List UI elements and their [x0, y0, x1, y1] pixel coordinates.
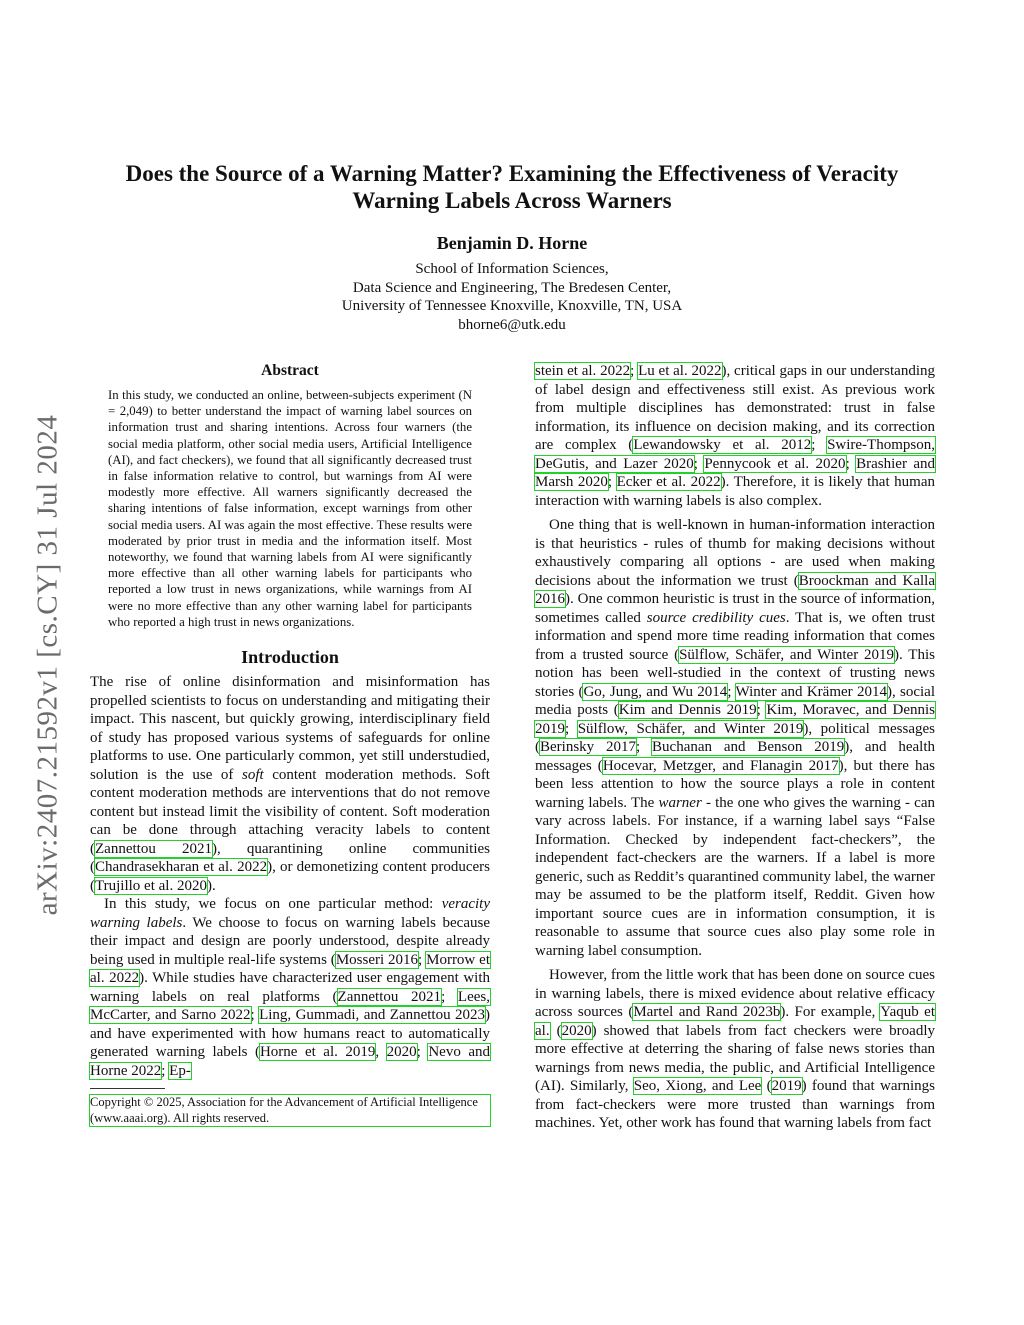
citation-link[interactable]: Morrow et al. 2022: [90, 951, 490, 987]
citation-link[interactable]: Zannettou 2021: [95, 840, 212, 857]
arxiv-identifier: arXiv:2407.21592v1 [cs.CY] 31 Jul 2024: [31, 414, 64, 916]
citation-link[interactable]: Ling, Gummadi, and Zannettou 2023: [259, 1007, 485, 1024]
affiliation-block: [90, 260, 934, 334]
citation-link[interactable]: Horne et al. 2019: [259, 1044, 376, 1061]
abstract-heading: Abstract: [261, 362, 319, 379]
citation-link[interactable]: 2020: [386, 1044, 417, 1061]
citation-link[interactable]: Lewandowsky et al. 2012: [633, 437, 812, 453]
right-column: [535, 362, 935, 1133]
citation-link[interactable]: Buchanan and Benson 2019: [652, 739, 845, 755]
citation-link[interactable]: Yaqub et al.: [535, 1004, 935, 1039]
footnote-divider: [90, 1088, 165, 1089]
affiliation-line: School of Information Sciences,: [415, 261, 609, 277]
citation-link[interactable]: Winter and Krämer 2014: [735, 683, 887, 700]
body-paragraph: One thing that is well-known in human-information interaction is that heuristics - rules of thumb for making decisions without exhaustively comparing all options - are used when making decisions about the information we trust (Broockman and Kalla 2016). One common heuristic is trust in the source of information, sometimes called source credibility cues. That is, we often trust information and spend more time reading information that comes from a trusted source (Sülflow, Schäfer, and Winter 2019). This notion has been well-studied in the context of trusting news stories (Go, Jung, and Wu 2014; Winter and Krämer 2014), social media posts (Kim and Dennis 2019; Kim, Moravec, and Dennis 2019; Sülflow, Schäfer, and Winter 2019), political messages (Berinsky 2017; Buchanan and Benson 2019), and health messages (Hocevar, Metzger, and Flanagin 2017), but there has been less attention to how the source plays a role in content warning labels. The warner - the one who gives the warning - can vary across labels. For instance, if a warning label says “False Information. Checked by independent fact-checkers”, the independent fact-checkers are the warners. If a label is more generic, such as Reddit’s quarantined community label, the warner may be assumed to be the platform itself, Reddit. Given how important source cues are in information consumption, it is reasonable to assume that source cues also play some role in warning label consumption.: [535, 517, 936, 959]
paper-title: Does the Source of a Warning Matter? Examining the Effectiveness of Veracity Warning Labels Across Warners: [125, 161, 899, 213]
citation-link[interactable]: Zannettou 2021: [337, 988, 442, 1005]
citation-link[interactable]: Kim, Moravec, and Dennis 2019: [535, 702, 935, 737]
body-paragraph: However, from the little work that has been done on source cues in warning labels, there is mixed evidence about relative efficacy across sources (Martel and Rand 2023b). For example, Yaqub et al. (2020) showed that labels from fact checkers were broadly more effective at deterring the sharing of false news stories than warnings from news media, the public, and Artificial Intelligence (AI). Similarly, Seo, Xiong, and Lee (2019) found that warnings from fact-checkers were more trusted than warnings from machines. Yet, other work has found that warning labels from fact: [535, 967, 936, 1131]
introduction-heading: Introduction: [241, 647, 339, 668]
citation-link[interactable]: Pennycook et al. 2020: [704, 455, 846, 472]
citation-link[interactable]: Seo, Xiong, and Lee: [633, 1078, 762, 1094]
intro-paragraph-2: In this study, we focus on one particular method: veracity warning labels. We choose to focus on warning labels because their impact and design are poorly understood, despite already being used in multiple real-life systems (Mosseri 2016; Morrow et al. 2022). While studies have characterized user engagement with warning labels on real platforms (Zannettou 2021; Lees, McCarter, and Sarno 2022; Ling, Gummadi, and Zannettou 2023) and have experimented with how humans react to automatically generated warning labels (Horne et al. 2019, 2020; Nevo and Horne 2022; Ep-: [90, 896, 491, 1079]
citation-link[interactable]: Sülflow, Schäfer, and Winter 2019: [679, 646, 895, 663]
affiliation-line: Data Science and Engineering, The Bredesen Center,: [352, 279, 672, 296]
left-column: [90, 362, 490, 1126]
copyright-footnote[interactable]: Copyright © 2025, Association for the Advancement of Artificial Intelligence (www.aaai.org). All rights reserved.: [90, 1095, 490, 1126]
citation-link[interactable]: Swire-Thompson, DeGutis, and Lazer 2020: [535, 437, 935, 472]
citation-link[interactable]: Sülflow, Schäfer, and Winter 2019: [577, 720, 804, 737]
arxiv-stamp: [28, 370, 68, 960]
citation-link[interactable]: stein et al. 2022: [535, 363, 631, 379]
author-email: bhorne6@utk.edu: [458, 316, 566, 333]
author-name: Benjamin D. Horne: [436, 233, 588, 253]
citation-link[interactable]: Broockman and Kalla 2016: [535, 572, 935, 607]
citation-link[interactable]: Brashier and Marsh 2020: [535, 455, 936, 490]
affiliation-line: University of Tennessee Knoxville, Knoxville, TN, USA: [341, 298, 683, 314]
citation-link[interactable]: 2019: [771, 1078, 802, 1094]
citation-link[interactable]: Trujillo et al. 2020: [95, 877, 207, 894]
citation-link[interactable]: 2020: [561, 1022, 592, 1039]
citation-link[interactable]: Kim and Dennis 2019: [618, 702, 757, 718]
citation-link[interactable]: Nevo and Horne 2022: [90, 1044, 491, 1079]
citation-link[interactable]: Berinsky 2017: [540, 739, 637, 755]
body-paragraph: stein et al. 2022; Lu et al. 2022), critical gaps in our understanding of label design and effectiveness still exist. As previous work from multiple disciplines has demonstrated: trust in false information, its influence on decision making, and its correction are complex (Lewandowsky et al. 2012; Swire-Thompson, DeGutis, and Lazer 2020; Pennycook et al. 2020; Brashier and Marsh 2020; Ecker et al. 2022). Therefore, it is likely that human interaction with warning labels is also complex.: [535, 363, 936, 509]
citation-link[interactable]: Ep-: [169, 1062, 191, 1079]
citation-link[interactable]: Lu et al. 2022: [638, 363, 722, 379]
intro-paragraph-1: The rise of online disinformation and misinformation has propelled scientists to focus on understanding and mitigating their impact. This nascent, but quickly growing, interdisciplinary field of study has proposed various systems of safeguards for online platforms to use. One particularly common, yet still understudied, solution is the use of soft content moderation methods. Soft content moderation methods are interventions that do not remove content but instead limit the visibility of content. Soft moderation can be done through attaching veracity labels to content (Zannettou 2021), quarantining online communities (Chandrasekharan et al. 2022), or demonetizing content producers (Trujillo et al. 2020).: [90, 674, 490, 894]
citation-link[interactable]: Lees, McCarter, and Sarno 2022: [90, 988, 490, 1024]
abstract-text: In this study, we conducted an online, between-subjects experiment (N = 2,049) to better understand the impact of warning label sources on information trust and sharing intentions. Across four warners (the social media platform, other social media users, Artificial Intelligence (AI), and fact checkers), we found that all significantly decreased trust in false information relative to control, but warnings from AI were modestly more effective. All warners significantly decreased the sharing intentions of false information, except warnings from other social media users. AI was again the most effective. These results were moderated by prior trust in media and the information itself. Most noteworthy, we found that warning labels from AI were significantly more effective than all other warning labels for participants who reported a low trust in news organizations, while warnings from AI were no more effective than any other warning label for participants who reported a high trust in news organizations.: [108, 388, 472, 629]
citation-link[interactable]: Mosseri 2016: [335, 951, 419, 968]
citation-link[interactable]: Go, Jung, and Wu 2014: [583, 683, 728, 700]
citation-link[interactable]: Chandrasekharan et al. 2022: [95, 859, 268, 876]
citation-link[interactable]: Martel and Rand 2023b: [633, 1004, 781, 1020]
citation-link[interactable]: Ecker et al. 2022: [616, 474, 721, 490]
citation-link[interactable]: Hocevar, Metzger, and Flanagin 2017: [602, 757, 839, 774]
